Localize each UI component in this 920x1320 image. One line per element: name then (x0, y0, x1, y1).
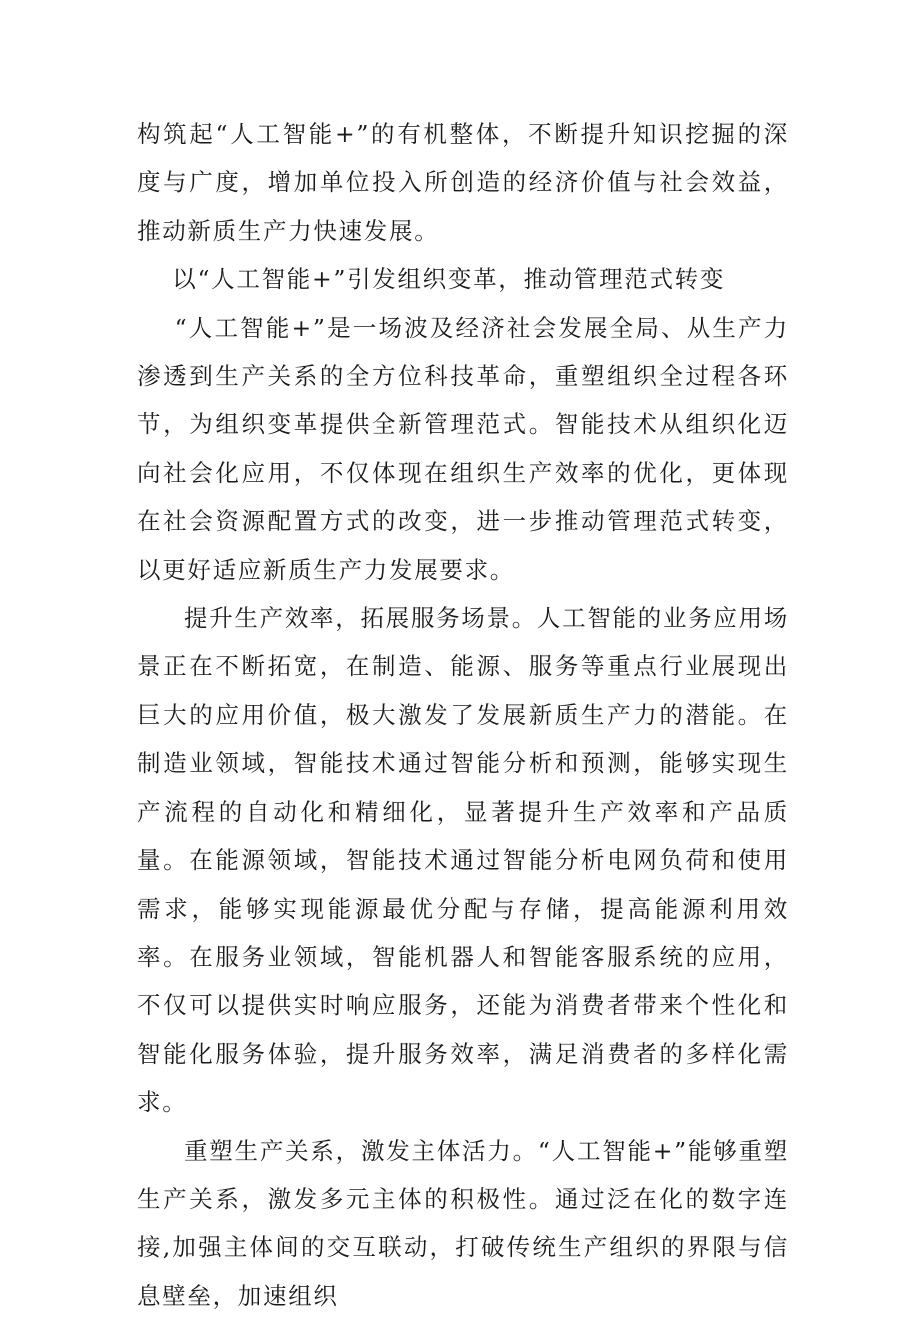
section-heading: 以“人工智能+”引发组织变革，推动管理范式转变 (172, 265, 726, 294)
paragraph-continuation: 构筑起“人工智能+”的有机整体，不断提升知识挖掘的深度与广度，增加单位投入所创造的经济价值与社会效益，推动新质生产力快速发展。 (137, 120, 789, 245)
paragraph-relations: 重塑生产关系，激发主体活力。“人工智能+”能够重塑生产关系，激发多元主体的积极性。通过泛在化的数字连接,加强主体间的交互联动，打破传统生产组织的界限与信息壁垒，加速组织 (137, 1136, 789, 1310)
document-body (137, 110, 789, 1320)
paragraph-efficiency: 提升生产效率，拓展服务场景。人工智能的业务应用场景正在不断拓宽，在制造、能源、服务等重点行业展现出巨大的应用价值，极大激发了发展新质生产力的潜能。在制造业领域，智能技术通过智能分析和预测，能够实现生产流程的自动化和精细化，显著提升生产效率和产品质量。在能源领域，智能技术通过智能分析电网负荷和使用需求，能够实现能源最优分配与存储，提高能源利用效率。在服务业领域，智能机器人和智能客服系统的应用，不仅可以提供实时响应服务，还能为消费者带来个性化和智能化服务体验，提升服务效率，满足消费者的多样化需求。 (137, 604, 789, 1117)
paragraph-intro: “人工智能+”是一场波及经济社会发展全局、从生产力渗透到生产关系的全方位科技革命，重塑组织全过程各环节，为组织变革提供全新管理范式。智能技术从组织化迈向社会化应用，不仅体现在组织生产效率的优化，更体现在社会资源配置方式的改变，进一步推动管理范式转变，以更好适应新质生产力发展要求。 (137, 313, 789, 584)
